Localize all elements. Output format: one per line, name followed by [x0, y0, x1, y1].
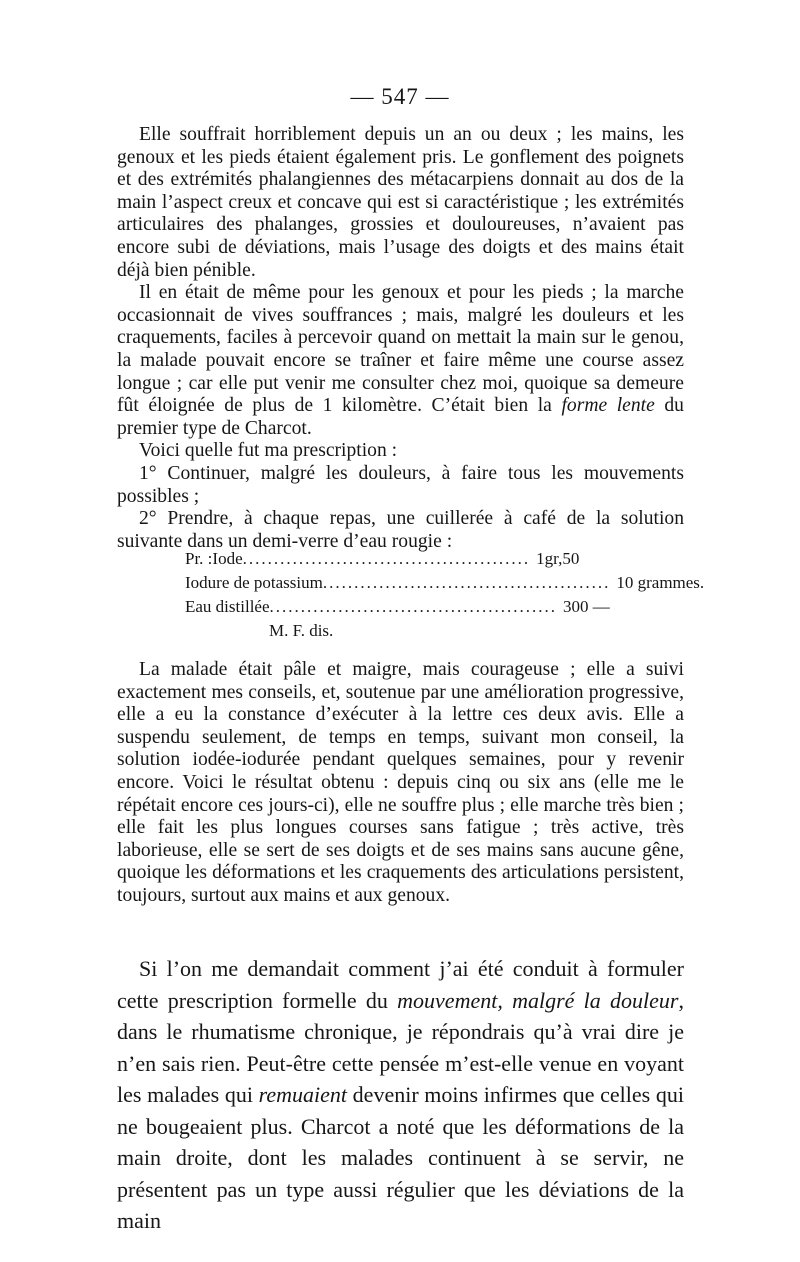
paragraph: Elle souffrait horriblement depuis un an ou deux ; les mains, les genoux et les pieds étaient également pris. Le gonflement des poignets et des extrémités phalangiennes des métacarpiens donnait au dos de la main l’aspect creux et concave qui est si caractéristique ; les extrémités articulaires des phalanges, grossies et douloureuses, n’avaient pas encore subi de déviations, mais l’usage des doigts et des mains était déjà bien pénible.: [117, 124, 684, 281]
page-number: — 547 —: [350, 84, 450, 109]
emphasis-text: mouvement, malgré la douleur: [397, 987, 679, 1013]
paragraph-text: Si l’on me demandait comment j’ai été conduit à formuler cette prescription formelle du: [117, 956, 684, 1013]
paragraph-text: devenir moins infirmes que celles qui ne bougeaient plus. Charcot a noté que les déformations de la main droite, dont les malades continuent à se servir, ne présentent pas un type aussi régulier que les déviations de la main: [117, 1082, 685, 1233]
paragraph-text: du premier type de Charcot.: [117, 395, 684, 439]
ingredient-quantity: [557, 595, 610, 619]
prescription-footer-row: [185, 619, 605, 643]
leader-dots: ..............................................: [322, 573, 611, 592]
text-block-upper: [117, 124, 684, 553]
prescription-row: [185, 571, 705, 595]
prescription-table: [185, 547, 705, 643]
paragraph: [117, 953, 684, 1237]
quantity-value: 10: [616, 573, 634, 592]
quantity-value: 300: [563, 597, 589, 616]
prescription-row: [185, 595, 610, 619]
ingredient-name: Iodure de potassium: [185, 573, 323, 592]
quantity-unit: —: [592, 597, 610, 616]
text-block-middle: [117, 659, 684, 908]
paragraph: La malade était pâle et maigre, mais courageuse ; elle a suivi exactement mes conseils, et, soutenue par une amélioration progressive, elle a eu la constance d’exécuter à la lettre ces deux avis. Elle a suspendu seulement, de temps en temps, suivant mon conseil, la solution iodée-iodurée pendant quelques semaines, pour y revenir encore. Voici le résultat obtenu : depuis cinq ou six ans (elle me le répétait encore ces jours-ci), elle ne souffre plus ; elle marche très bien ; elle fait les plus longues courses sans fatigue ; très active, très laborieuse, elle se sert de ses doigts et de ses mains sans aucune gêne, quoique les déformations et les craquements des articulations persistent, toujours, surtout aux mains et aux genoux.: [117, 659, 684, 906]
emphasis-text: forme lente: [561, 395, 655, 417]
leader-dots: ..............................................: [269, 597, 558, 616]
text-block-lower: [117, 953, 684, 1237]
prescription-prefix: Pr. :: [185, 549, 213, 568]
prescription-footer: M. F. dis.: [269, 621, 334, 640]
prescription-row: [185, 547, 605, 571]
ingredient-name: Iode: [212, 549, 243, 568]
ingredient-name: Eau distillée: [185, 597, 270, 616]
paragraph: Voici quelle fut ma prescription :: [139, 440, 398, 462]
emphasis-text: remuaient: [258, 1082, 348, 1107]
paragraph-text: , dans le rhumatisme chronique, je répondrais qu’à vrai dire je n’en sais rien. Peut-être cette pensée m’est-elle venue en voyant les malades qui: [117, 987, 684, 1107]
ingredient-quantity: [530, 547, 605, 571]
quantity-unit: grammes.: [637, 573, 705, 592]
paragraph-text: Il en était de même pour les genoux et pour les pieds ; la marche occasionnait de vives souffrances ; mais, malgré les douleurs et les craquements, faciles à percevoir quand on mettait la main sur le genou, la malade pouvait encore se traîner et faire même une course assez longue ; car elle put venir me consulter chez moi, quoique sa demeure fût éloignée de plus de 1 kilomètre. C’était bien la: [117, 282, 684, 417]
list-item: 2° Prendre, à chaque repas, une cuillerée à café de la solution suivante dans un demi-verre d’eau rougie :: [117, 508, 684, 552]
paragraph: [117, 282, 684, 440]
list-item: 1° Continuer, malgré les douleurs, à faire tous les mouvements possibles ;: [117, 462, 684, 507]
leader-dots: ..............................................: [242, 549, 531, 568]
quantity-value: 1gr,50: [536, 549, 580, 568]
ingredient-quantity: [610, 571, 704, 595]
